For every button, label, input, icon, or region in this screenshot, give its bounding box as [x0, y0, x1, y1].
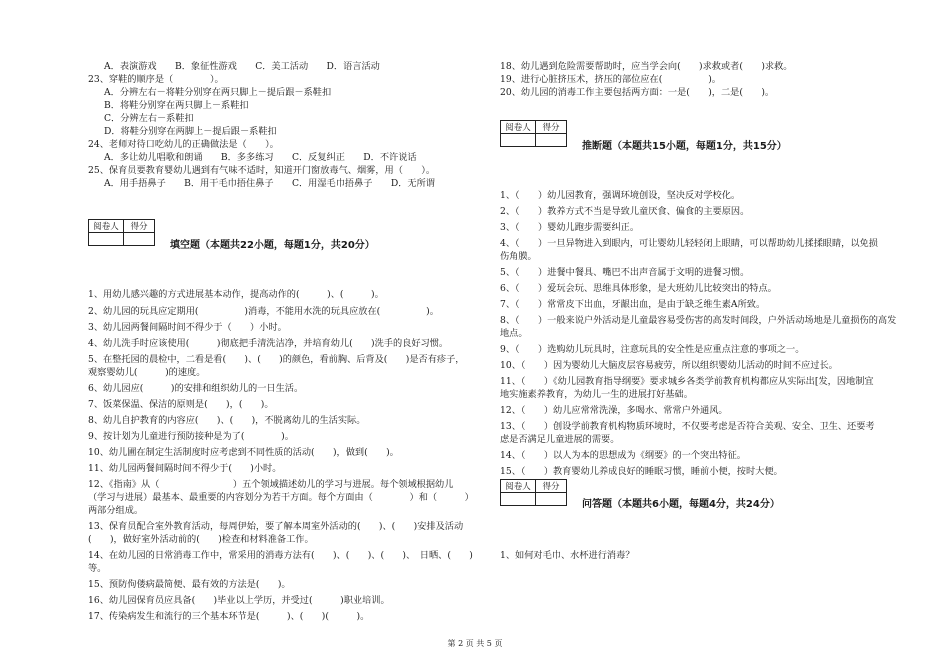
fill-question: 16、幼儿园保育员应具备( )毕业以上学历，并受过( )职业培训。: [88, 595, 390, 606]
fill-question: 15、预防佝偻病最简便、最有效的方法是( )。: [88, 579, 291, 590]
question-25-options: A．用手捂鼻子 B．用干毛巾捂住鼻子 C．用湿毛巾捂鼻子 D．无所谓: [104, 178, 435, 189]
judge-question: 3、（ ）婴幼儿跑步需要纠正。: [500, 222, 640, 233]
qa-question: 1、如何对毛巾、水杯进行消毒？: [500, 550, 635, 561]
score-cell: [124, 233, 155, 246]
fill-question: 10、幼儿圃在制定生活制度时应考虑到不同性质的活动( )，做到( )。: [88, 447, 399, 458]
judge-question: 4、（ ）一旦异物进入到眼内，可让婴幼儿轻轻闭上眼睛，可以帮助幼儿揉揉眼睛，以免损: [500, 238, 878, 249]
question-23-option-c: C．分辨左右－系鞋扣: [104, 113, 194, 124]
fill-question: 5、在整托园的晨检中，二看是看( )、( )的颜色，看前胸、后背及( )是否有疹子，: [88, 354, 465, 365]
judge-question: 5、（ ）进餐中餐具、嘴巴不出声音属于文明的进餐习惯。: [500, 267, 750, 278]
judge-question: 14、（ ）以人为本的思想成为《纲要》的一个突出特征。: [500, 450, 746, 461]
reviewer-cell: [89, 233, 124, 246]
judge-question-cont: 地实施素养教育，为幼儿一生的进展打好基础。: [500, 389, 693, 400]
question-23-stem: 23、穿鞋的顺序是（ ）。: [88, 74, 224, 85]
question-23-option-d: D．将鞋分别穿在两脚上－提后跟－系鞋扣: [104, 126, 277, 137]
question-22-options: A．表演游戏 B．象征性游戏 C．美工活动 D．语言活动: [104, 61, 380, 72]
reviewer-label: 阅卷人: [501, 480, 536, 493]
score-box-fill: [88, 219, 155, 246]
score-cell: [536, 493, 567, 506]
question-24-options: A．多让幼儿唱歌和朗诵 B．多多练习 C．反复纠正 D．不许说话: [104, 152, 417, 163]
fill-question-cont: （学习与进展）最基本、最重要的内容划分为若干方面。每个方面由（ ）和（ ）: [88, 492, 474, 503]
fill-question: 14、在幼儿园的日常消毒工作中，常采用的消毒方法有( )、( )、( )、 日晒、( ): [88, 550, 473, 561]
score-box-qa: [500, 479, 567, 506]
page-number: 第 2 页 共 5 页: [447, 639, 503, 648]
fill-question: 8、幼儿自护教育的内容应( )、( )，不脱离幼儿的生活实际。: [88, 415, 366, 426]
judge-question-cont: 虑是否满足儿童进展的需要。: [500, 434, 620, 445]
judge-question-cont: 地点。: [500, 328, 528, 339]
fill-question: 9、按计划为儿童进行预防接种是为了( )。: [88, 431, 294, 442]
fill-question: 17、传染病发生和流行的三个基本环节是( )、( )( )。: [88, 611, 370, 622]
fill-question: 13、保育员配合室外教育活动，每周伊始，要了解本周室外活动的( )、( )安排及活动: [88, 521, 464, 532]
fill-question: 7、饭菜保温、保洁的原则是( )，( )。: [88, 399, 274, 410]
score-box-judge: [500, 120, 567, 147]
judge-question: 2、（ ）教养方式不当是导致儿童厌食、偏食的主要原因。: [500, 206, 750, 217]
score-label: 得分: [536, 121, 567, 134]
judge-question: 1、（ ）幼儿园教育，强调环境创设，坚决反对学校化。: [500, 190, 741, 201]
reviewer-label: 阅卷人: [501, 121, 536, 134]
judge-question: 10、（ ）因为婴幼儿大脑皮层容易疲劳，所以组织婴幼儿活动的时间不应过长。: [500, 360, 838, 371]
fill-question: 12、《指南》从（ ）五个领域描述幼儿的学习与进展。每个领域根据幼儿: [88, 479, 454, 490]
judge-question: 9、（ ）选购幼儿玩具时，注意玩具的安全性是应重点注意的事项之一。: [500, 344, 805, 355]
question-25-stem: 25、保育员要教育婴幼儿遇到有气味不适时，知道开门窗放毒气、烟雾，用（ ）。: [88, 165, 436, 176]
fill-question: 19、进行心脏挤压术，挤压的部位应在( )。: [500, 74, 721, 85]
fill-question-cont: ( )，做好室外活动前的( )检查和材料准备工作。: [88, 534, 314, 545]
judge-question: 12、（ ）幼儿应常常洗澡，多喝水、常常户外通风。: [500, 405, 728, 416]
judge-question: 6、（ ）爱玩会玩、思维具体形象，是大班幼儿比较突出的特点。: [500, 283, 777, 294]
fill-question: 11、幼儿园两餐间隔时间不得少于( )小时。: [88, 463, 282, 474]
score-label: 得分: [536, 480, 567, 493]
fill-question: 6、幼儿园应( )的安排和组织幼儿的一日生活。: [88, 383, 304, 394]
judge-question: 11、（ ）《幼儿园教育指导纲要》要求城乡各类学前教育机构都应从实际出[发，因地制宜: [500, 376, 874, 387]
question-23-option-a: A．分辨左右－将鞋分别穿在两只脚上－提后跟－系鞋扣: [104, 87, 332, 98]
fill-question: 18、幼儿遇到危险需要帮助时，应当学会向( )求救或者( )求救。: [500, 61, 793, 72]
section-title-fill: 填空题（本题共22小题，每题1分，共20分）: [170, 240, 375, 251]
reviewer-label: 阅卷人: [89, 220, 124, 233]
fill-question-cont: 观察婴幼儿( )的速度。: [88, 367, 206, 378]
score-label: 得分: [124, 220, 155, 233]
fill-question-cont: 两部分组成。: [88, 505, 144, 516]
fill-question: 1、用幼儿感兴趣的方式进展基本动作，提高动作的( )、( )。: [88, 289, 384, 300]
reviewer-cell: [501, 134, 536, 147]
reviewer-cell: [501, 493, 536, 506]
judge-question: 8、（ ）一般来说户外活动是儿童最容易受伤害的高发时间段，户外活动场地是儿童损伤的高发: [500, 315, 897, 326]
score-cell: [536, 134, 567, 147]
section-title-qa: 问答题（本题共6小题，每题4分，共24分）: [582, 499, 780, 510]
judge-question: 15、（ ）教育婴幼儿养成良好的睡眠习惯，睡前小便，按时大便。: [500, 466, 783, 477]
fill-question: 4、幼儿洗手时应该使用( )彻底把手清洗洁净，并培育幼儿( )洗手的良好习惯。: [88, 338, 449, 349]
fill-question: 20、幼儿园的消毒工作主要包括两方面：一是( )，二是( )。: [500, 87, 775, 98]
judge-question: 13、（ ）创设学前教育机构物质环境时，不仅要考虑是否符合美观、安全、卫生、还要考: [500, 421, 875, 432]
fill-question-cont: 等。: [88, 563, 107, 574]
judge-question: 7、（ ）常常皮下出血，牙龈出血，是由于缺乏维生素A所致。: [500, 299, 766, 310]
question-23-option-b: B．将鞋分别穿在两只脚上－系鞋扣: [104, 100, 249, 111]
question-24-stem: 24、老师对待口吃幼儿的正确做法是（ ）。: [88, 139, 279, 150]
fill-question: 3、幼儿园两餐间隔时间不得少于（ ）小时。: [88, 322, 287, 333]
section-title-judge: 推断题（本题共15小题，每题1分，共15分）: [582, 141, 787, 152]
judge-question-cont: 伤角膜。: [500, 251, 537, 262]
fill-question: 2、幼儿园的玩具应定期用( )消毒，不能用水洗的玩具应放在( )。: [88, 306, 439, 317]
